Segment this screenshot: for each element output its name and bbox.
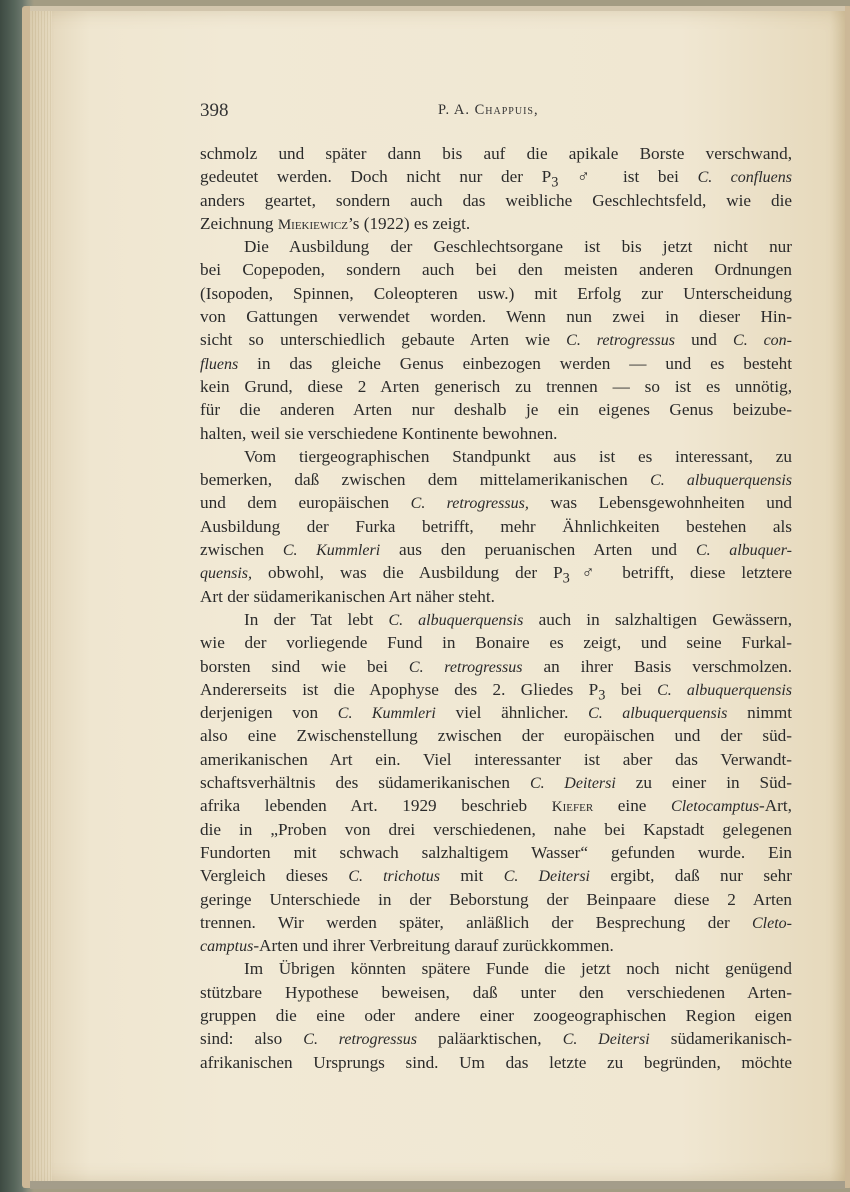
text-line: Vom tiergeographischen Standpunkt aus ist es interessant, zu	[244, 446, 792, 466]
text-line: kein Grund, diese 2 Arten generisch zu trennen — so ist es unnötig,	[200, 376, 792, 396]
text-line: trennen. Wir werden später, anläßlich der Besprechung der Cleto-	[200, 912, 792, 932]
text-line: camptus-Arten und ihrer Verbreitung darauf zurückkommen.	[200, 936, 614, 956]
text-line: Vergleich dieses C. trichotus mit C. Deitersi ergibt, daß nur sehr	[200, 866, 792, 886]
text-line: also eine Zwischenstellung zwischen der europäischen und der süd-	[200, 726, 792, 746]
text-line: In der Tat lebt C. albuquerquensis auch in salzhaltigen Gewässern,	[244, 609, 792, 629]
text-line: afrikanischen Ursprungs sind. Um das letzte zu begründen, möchte	[200, 1052, 792, 1072]
text-line: fluens in das gleiche Genus einbezogen werden — und es besteht	[200, 353, 792, 373]
text-line: Zeichnung Miekiewicz’s (1922) es zeigt.	[200, 213, 471, 233]
text-line: wie der vorliegende Fund in Bonaire es zeigt, und seine Furkal-	[200, 633, 792, 653]
text-line: Fundorten mit schwach salzhaltigem Wasser“ gefunden wurde. Ein	[200, 842, 792, 862]
text-line: borsten sind wie bei C. retrogressus an ihrer Basis verschmolzen.	[200, 656, 793, 676]
running-head	[200, 100, 800, 128]
text-line: geringe Unterschiede in der Beborstung der Beinpaare diese 2 Arten	[200, 889, 792, 909]
bottom-edge	[30, 1181, 845, 1189]
text-line: stützbare Hypothese beweisen, daß unter den verschiedenen Arten-	[200, 982, 792, 1002]
text-line: Ausbildung der Furka betrifft, mehr Ähnlichkeiten bestehen als	[200, 516, 792, 536]
body-text	[200, 142, 792, 1074]
page-stack-shading	[30, 10, 52, 1182]
text-line: von Gattungen verwendet worden. Wenn nun zwei in dieser Hin-	[200, 307, 792, 327]
text-line: schmolz und später dann bis auf die apikale Borste verschwand,	[200, 144, 792, 163]
text-line: Die Ausbildung der Geschlechtsorgane ist bis jetzt nicht nur	[244, 237, 792, 257]
text-line: (Isopoden, Spinnen, Coleopteren usw.) mit Erfolg zur Unterscheidung	[200, 283, 792, 303]
text-line: quensis, obwohl, was die Ausbildung der $P_3♂$ betrifft, diese letztere	[200, 563, 792, 587]
top-edge	[30, 6, 845, 11]
text-line: sind: also C. retrogressus paläarktischen, C. Deitersi südamerikanisch-	[200, 1029, 792, 1049]
text-line: halten, weil sie verschiedene Kontinente bewohnen.	[200, 423, 558, 443]
text-line: zwischen C. Kummleri aus den peruanischen Arten und C. albuquer-	[200, 540, 792, 560]
text-line: und dem europäischen C. retrogressus, was Lebensgewohnheiten und	[200, 493, 793, 513]
text-line: bei Copepoden, sondern auch bei den meisten anderen Ordnungen	[200, 260, 792, 280]
text-line: derjenigen von C. Kummleri viel ähnlicher. C. albuquerquensis nimmt	[200, 703, 792, 723]
text-line: bemerken, daß zwischen dem mittelamerikanischen C. albuquerquensis	[200, 470, 792, 490]
text-line: Andererseits ist die Apophyse des 2. Gliedes $P_3$ bei C. albuquerquensis	[200, 679, 793, 704]
text-line: die in „Proben von drei verschiedenen, nahe bei Kapstadt gelegenen	[200, 819, 792, 839]
text-line: anders geartet, sondern auch das weibliche Geschlechtsfeld, wie die	[200, 190, 792, 210]
text-line: amerikanischen Art ein. Viel interessanter ist aber das Verwandt-	[200, 749, 792, 769]
text-line: gedeutet werden. Doch nicht nur der $P_3$ ♂ ist bei C. confluens	[200, 167, 793, 191]
text-line: Art der südamerikanischen Art näher steht.	[200, 586, 495, 606]
text-line: für die anderen Arten nur deshalb je ein eigenes Genus beizube-	[200, 400, 792, 420]
text-line: sicht so unterschiedlich gebaute Arten wie C. retrogressus und C. con-	[200, 330, 792, 350]
text-line: Im Übrigen könnten spätere Funde die jetzt noch nicht genügend	[244, 959, 792, 979]
running-title: P. A. Chappuis,	[438, 102, 539, 118]
text-line: schaftsverhältnis des südamerikanischen C. Deitersi zu einer in Süd-	[200, 773, 792, 793]
text-line: gruppen die eine oder andere einer zoogeographischen Region eigen	[200, 1005, 792, 1025]
page-number: 398	[200, 100, 229, 121]
text-line: afrika lebenden Art. 1929 beschrieb Kiefer eine Cletocamptus-Art,	[200, 796, 792, 816]
